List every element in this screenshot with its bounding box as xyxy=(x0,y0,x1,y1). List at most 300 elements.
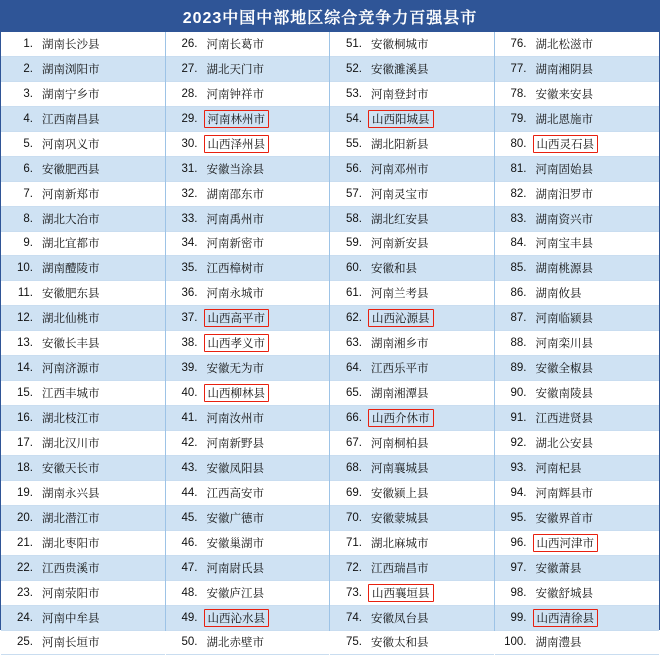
table-row xyxy=(166,107,330,132)
rank-number: 86. xyxy=(501,287,527,299)
county-name: 山西高平市 xyxy=(204,309,270,327)
county-name: 河南登封市 xyxy=(368,85,432,103)
rank-number: 79. xyxy=(501,113,527,125)
table-row xyxy=(1,157,165,182)
county-name: 山西清徐县 xyxy=(533,609,599,627)
county-name: 安徽太和县 xyxy=(368,633,432,651)
county-name: 湖北潜江市 xyxy=(39,509,103,527)
county-name: 湖北大冶市 xyxy=(39,210,103,228)
table-row xyxy=(330,82,494,107)
county-name: 江西贵溪市 xyxy=(39,559,103,577)
county-name: 湖北枣阳市 xyxy=(39,534,103,552)
table-row xyxy=(330,32,494,57)
county-name: 河南长葛市 xyxy=(204,35,268,53)
table-row xyxy=(495,481,660,506)
county-name: 湖南汨罗市 xyxy=(533,185,597,203)
county-name: 湖南湘潭县 xyxy=(368,384,432,402)
county-name: 安徽舒城县 xyxy=(533,584,597,602)
table-row xyxy=(495,531,660,556)
table-row xyxy=(166,556,330,581)
rank-number: 16. xyxy=(7,412,33,424)
rank-number: 22. xyxy=(7,562,33,574)
county-name: 安徽界首市 xyxy=(533,509,597,527)
table-row xyxy=(330,356,494,381)
county-name: 安徽蒙城县 xyxy=(368,509,432,527)
county-name: 山西介休市 xyxy=(368,409,434,427)
rank-number: 7. xyxy=(7,188,33,200)
rank-number: 18. xyxy=(7,462,33,474)
rank-number: 17. xyxy=(7,437,33,449)
county-name: 安徽当涂县 xyxy=(204,160,268,178)
rank-number: 72. xyxy=(336,562,362,574)
county-name: 河南尉氏县 xyxy=(204,559,268,577)
table-row xyxy=(330,581,494,606)
table-row xyxy=(1,132,165,157)
rank-number: 75. xyxy=(336,636,362,648)
table-row xyxy=(1,331,165,356)
table-row xyxy=(495,506,660,531)
county-name: 山西襄垣县 xyxy=(368,584,434,602)
rank-number: 76. xyxy=(501,38,527,50)
county-name: 河南栾川县 xyxy=(533,334,597,352)
table-row xyxy=(1,207,165,232)
rank-number: 67. xyxy=(336,437,362,449)
rank-number: 9. xyxy=(7,237,33,249)
county-name: 江西丰城市 xyxy=(39,384,103,402)
rank-number: 97. xyxy=(501,562,527,574)
table-row xyxy=(166,506,330,531)
rank-number: 77. xyxy=(501,63,527,75)
county-name: 山西沁水县 xyxy=(204,609,270,627)
table-row xyxy=(495,232,660,257)
ranking-columns xyxy=(1,32,659,631)
county-name: 湖南永兴县 xyxy=(39,484,103,502)
table-row xyxy=(1,506,165,531)
table-row xyxy=(495,456,660,481)
county-name: 河南中牟县 xyxy=(39,609,103,627)
rank-number: 3. xyxy=(7,88,33,100)
table-row xyxy=(495,356,660,381)
county-name: 安徽颍上县 xyxy=(368,484,432,502)
county-name: 湖北天门市 xyxy=(204,60,268,78)
table-row xyxy=(1,456,165,481)
table-row xyxy=(166,306,330,331)
rank-number: 42. xyxy=(172,437,198,449)
column-4 xyxy=(495,32,660,631)
county-name: 安徽巢湖市 xyxy=(204,534,268,552)
table-row xyxy=(495,132,660,157)
table-row xyxy=(166,281,330,306)
rank-number: 1. xyxy=(7,38,33,50)
table-row xyxy=(495,556,660,581)
county-name: 江西乐平市 xyxy=(368,359,432,377)
rank-number: 84. xyxy=(501,237,527,249)
county-name: 河南兰考县 xyxy=(368,284,432,302)
table-row xyxy=(330,631,494,655)
county-name: 江西南昌县 xyxy=(39,110,103,128)
rank-number: 83. xyxy=(501,213,527,225)
rank-number: 43. xyxy=(172,462,198,474)
rank-number: 2. xyxy=(7,63,33,75)
rank-number: 95. xyxy=(501,512,527,524)
county-name: 江西瑞昌市 xyxy=(368,559,432,577)
county-name: 安徽桐城市 xyxy=(368,35,432,53)
table-row xyxy=(166,82,330,107)
county-name: 河南钟祥市 xyxy=(204,85,268,103)
county-name: 河南杞县 xyxy=(533,459,585,477)
rank-number: 12. xyxy=(7,312,33,324)
table-row xyxy=(1,232,165,257)
table-row xyxy=(1,356,165,381)
rank-number: 94. xyxy=(501,487,527,499)
county-name: 江西樟树市 xyxy=(204,259,268,277)
county-name: 湖南桃源县 xyxy=(533,259,597,277)
table-row xyxy=(1,406,165,431)
county-name: 湖北恩施市 xyxy=(533,110,597,128)
column-1 xyxy=(1,32,166,631)
table-row xyxy=(166,406,330,431)
table-row xyxy=(330,381,494,406)
county-name: 安徽庐江县 xyxy=(204,584,268,602)
table-row xyxy=(1,107,165,132)
rank-number: 6. xyxy=(7,163,33,175)
county-name: 湖北麻城市 xyxy=(368,534,432,552)
table-row xyxy=(330,406,494,431)
table-row xyxy=(495,606,660,631)
page-title: 2023中国中部地区综合竞争力百强县市 xyxy=(1,1,659,32)
rank-number: 46. xyxy=(172,537,198,549)
county-name: 江西高安市 xyxy=(204,484,268,502)
county-name: 安徽天长市 xyxy=(39,459,103,477)
rank-number: 53. xyxy=(336,88,362,100)
table-row xyxy=(330,456,494,481)
rank-number: 71. xyxy=(336,537,362,549)
rank-number: 59. xyxy=(336,237,362,249)
county-name: 安徽广德市 xyxy=(204,509,268,527)
table-row xyxy=(330,281,494,306)
table-row xyxy=(495,431,660,456)
county-name: 山西沁源县 xyxy=(368,309,434,327)
rank-number: 100. xyxy=(501,636,527,648)
county-name: 山西泽州县 xyxy=(204,135,270,153)
county-name: 河南林州市 xyxy=(204,110,270,128)
rank-number: 34. xyxy=(172,237,198,249)
table-row xyxy=(330,107,494,132)
rank-number: 58. xyxy=(336,213,362,225)
table-row xyxy=(495,381,660,406)
county-name: 湖南湘乡市 xyxy=(368,334,432,352)
rank-number: 35. xyxy=(172,262,198,274)
county-name: 河南永城市 xyxy=(204,284,268,302)
county-name: 安徽肥西县 xyxy=(39,160,103,178)
county-name: 安徽肥东县 xyxy=(39,284,103,302)
county-name: 河南济源市 xyxy=(39,359,103,377)
table-row xyxy=(495,82,660,107)
rank-number: 66. xyxy=(336,412,362,424)
county-name: 河南荥阳市 xyxy=(39,584,103,602)
rank-number: 39. xyxy=(172,362,198,374)
rank-number: 31. xyxy=(172,163,198,175)
table-row xyxy=(330,182,494,207)
county-name: 湖北汉川市 xyxy=(39,434,103,452)
table-row xyxy=(166,182,330,207)
rank-number: 89. xyxy=(501,362,527,374)
table-row xyxy=(1,306,165,331)
rank-number: 5. xyxy=(7,138,33,150)
county-name: 湖北阳新县 xyxy=(368,135,432,153)
table-row xyxy=(166,631,330,655)
rank-number: 47. xyxy=(172,562,198,574)
table-row xyxy=(330,431,494,456)
rank-number: 44. xyxy=(172,487,198,499)
table-row xyxy=(1,381,165,406)
rank-number: 55. xyxy=(336,138,362,150)
rank-number: 29. xyxy=(172,113,198,125)
rank-number: 96. xyxy=(501,537,527,549)
county-name: 湖南澧县 xyxy=(533,633,585,651)
table-row xyxy=(330,132,494,157)
county-name: 湖北松滋市 xyxy=(533,35,597,53)
column-3 xyxy=(330,32,495,631)
table-row xyxy=(330,232,494,257)
county-name: 湖南长沙县 xyxy=(39,35,103,53)
county-name: 湖北红安县 xyxy=(368,210,432,228)
county-name: 湖南浏阳市 xyxy=(39,60,103,78)
rank-number: 56. xyxy=(336,163,362,175)
table-row xyxy=(330,481,494,506)
table-row xyxy=(330,256,494,281)
table-row xyxy=(495,182,660,207)
table-row xyxy=(1,32,165,57)
county-name: 安徽凤台县 xyxy=(368,609,432,627)
rank-number: 98. xyxy=(501,587,527,599)
rank-number: 78. xyxy=(501,88,527,100)
table-row xyxy=(330,57,494,82)
rank-number: 13. xyxy=(7,337,33,349)
table-row xyxy=(330,606,494,631)
table-row xyxy=(1,57,165,82)
county-name: 湖南湘阴县 xyxy=(533,60,597,78)
table-row xyxy=(166,381,330,406)
table-row xyxy=(166,431,330,456)
table-row xyxy=(166,232,330,257)
rank-number: 85. xyxy=(501,262,527,274)
county-name: 湖北宜都市 xyxy=(39,234,103,252)
rank-number: 52. xyxy=(336,63,362,75)
county-name: 安徽南陵县 xyxy=(533,384,597,402)
table-row xyxy=(1,182,165,207)
county-name: 河南新密市 xyxy=(204,234,268,252)
rank-number: 70. xyxy=(336,512,362,524)
table-row xyxy=(330,306,494,331)
county-name: 河南新野县 xyxy=(204,434,268,452)
county-name: 河南临颍县 xyxy=(533,309,597,327)
county-name: 河南固始县 xyxy=(533,160,597,178)
rank-number: 54. xyxy=(336,113,362,125)
rank-number: 25. xyxy=(7,636,33,648)
rank-number: 63. xyxy=(336,337,362,349)
rank-number: 80. xyxy=(501,138,527,150)
table-row xyxy=(1,631,165,655)
table-row xyxy=(495,157,660,182)
table-row xyxy=(1,82,165,107)
table-row xyxy=(1,431,165,456)
column-2 xyxy=(166,32,331,631)
county-name: 湖北赤壁市 xyxy=(204,633,268,651)
county-name: 河南桐柏县 xyxy=(368,434,432,452)
rank-number: 45. xyxy=(172,512,198,524)
table-row xyxy=(166,456,330,481)
county-name: 湖北公安县 xyxy=(533,434,597,452)
table-row xyxy=(1,556,165,581)
rank-number: 15. xyxy=(7,387,33,399)
county-name: 安徽来安县 xyxy=(533,85,597,103)
county-name: 安徽和县 xyxy=(368,259,420,277)
table-row xyxy=(166,157,330,182)
county-name: 湖南醴陵市 xyxy=(39,259,103,277)
rank-number: 10. xyxy=(7,262,33,274)
table-row xyxy=(495,207,660,232)
rank-number: 50. xyxy=(172,636,198,648)
rank-number: 65. xyxy=(336,387,362,399)
rank-number: 82. xyxy=(501,188,527,200)
rank-number: 88. xyxy=(501,337,527,349)
county-name: 河南汝州市 xyxy=(204,409,268,427)
rank-number: 99. xyxy=(501,612,527,624)
table-row xyxy=(1,581,165,606)
rank-number: 74. xyxy=(336,612,362,624)
table-row xyxy=(495,631,660,655)
rank-number: 68. xyxy=(336,462,362,474)
table-row xyxy=(1,256,165,281)
table-row xyxy=(1,606,165,631)
county-name: 河南宝丰县 xyxy=(533,234,597,252)
rank-number: 36. xyxy=(172,287,198,299)
table-row xyxy=(166,606,330,631)
county-name: 安徽濉溪县 xyxy=(368,60,432,78)
rank-number: 4. xyxy=(7,113,33,125)
table-row xyxy=(166,256,330,281)
county-name: 安徽长丰县 xyxy=(39,334,103,352)
county-name: 湖南宁乡市 xyxy=(39,85,103,103)
table-row xyxy=(166,356,330,381)
rank-number: 91. xyxy=(501,412,527,424)
table-row xyxy=(330,506,494,531)
rank-number: 40. xyxy=(172,387,198,399)
county-name: 河南辉县市 xyxy=(533,484,597,502)
county-name: 湖北仙桃市 xyxy=(39,309,103,327)
rank-number: 60. xyxy=(336,262,362,274)
rank-number: 21. xyxy=(7,537,33,549)
table-row xyxy=(330,157,494,182)
rank-number: 11. xyxy=(7,287,33,299)
table-row xyxy=(495,306,660,331)
rank-number: 27. xyxy=(172,63,198,75)
table-row xyxy=(495,256,660,281)
table-row xyxy=(330,556,494,581)
rank-number: 93. xyxy=(501,462,527,474)
rank-number: 92. xyxy=(501,437,527,449)
table-row xyxy=(166,32,330,57)
table-row xyxy=(166,207,330,232)
county-name: 河南新郑市 xyxy=(39,185,103,203)
county-name: 山西柳林县 xyxy=(204,384,270,402)
county-name: 山西孝义市 xyxy=(204,334,270,352)
rank-number: 62. xyxy=(336,312,362,324)
table-row xyxy=(166,331,330,356)
rank-number: 64. xyxy=(336,362,362,374)
rank-number: 19. xyxy=(7,487,33,499)
rank-number: 26. xyxy=(172,38,198,50)
county-name: 河南襄城县 xyxy=(368,459,432,477)
table-row xyxy=(330,207,494,232)
table-row xyxy=(166,581,330,606)
county-name: 湖北枝江市 xyxy=(39,409,103,427)
county-name: 安徽无为市 xyxy=(204,359,268,377)
table-row xyxy=(495,32,660,57)
table-row xyxy=(495,331,660,356)
county-name: 安徽萧县 xyxy=(533,559,585,577)
rank-number: 57. xyxy=(336,188,362,200)
table-row xyxy=(166,531,330,556)
table-row xyxy=(166,481,330,506)
rank-number: 38. xyxy=(172,337,198,349)
table-row xyxy=(495,107,660,132)
rank-number: 24. xyxy=(7,612,33,624)
county-name: 河南巩义市 xyxy=(39,135,103,153)
rank-number: 81. xyxy=(501,163,527,175)
rank-number: 51. xyxy=(336,38,362,50)
county-name: 湖南资兴市 xyxy=(533,210,597,228)
rank-number: 87. xyxy=(501,312,527,324)
county-name: 河南邓州市 xyxy=(368,160,432,178)
rank-number: 14. xyxy=(7,362,33,374)
table-row xyxy=(495,406,660,431)
table-row xyxy=(330,531,494,556)
table-row xyxy=(166,132,330,157)
rank-number: 30. xyxy=(172,138,198,150)
county-name: 安徽凤阳县 xyxy=(204,459,268,477)
rank-number: 48. xyxy=(172,587,198,599)
county-name: 安徽全椒县 xyxy=(533,359,597,377)
rank-number: 73. xyxy=(336,587,362,599)
table-row xyxy=(166,57,330,82)
table-row xyxy=(1,531,165,556)
rank-number: 20. xyxy=(7,512,33,524)
table-row xyxy=(1,281,165,306)
county-name: 河南禹州市 xyxy=(204,210,268,228)
table-row xyxy=(1,481,165,506)
table-row xyxy=(330,331,494,356)
county-name: 江西进贤县 xyxy=(533,409,597,427)
table-row xyxy=(495,57,660,82)
county-name: 河南长垣市 xyxy=(39,633,103,651)
table-row xyxy=(495,581,660,606)
rank-number: 41. xyxy=(172,412,198,424)
rank-number: 28. xyxy=(172,88,198,100)
county-name: 湖南攸县 xyxy=(533,284,585,302)
county-name: 山西灵石县 xyxy=(533,135,599,153)
rank-number: 23. xyxy=(7,587,33,599)
county-name: 湖南邵东市 xyxy=(204,185,268,203)
rank-number: 37. xyxy=(172,312,198,324)
rank-number: 8. xyxy=(7,213,33,225)
county-name: 河南新安县 xyxy=(368,234,432,252)
rank-number: 32. xyxy=(172,188,198,200)
rank-number: 61. xyxy=(336,287,362,299)
rank-number: 90. xyxy=(501,387,527,399)
rank-number: 49. xyxy=(172,612,198,624)
